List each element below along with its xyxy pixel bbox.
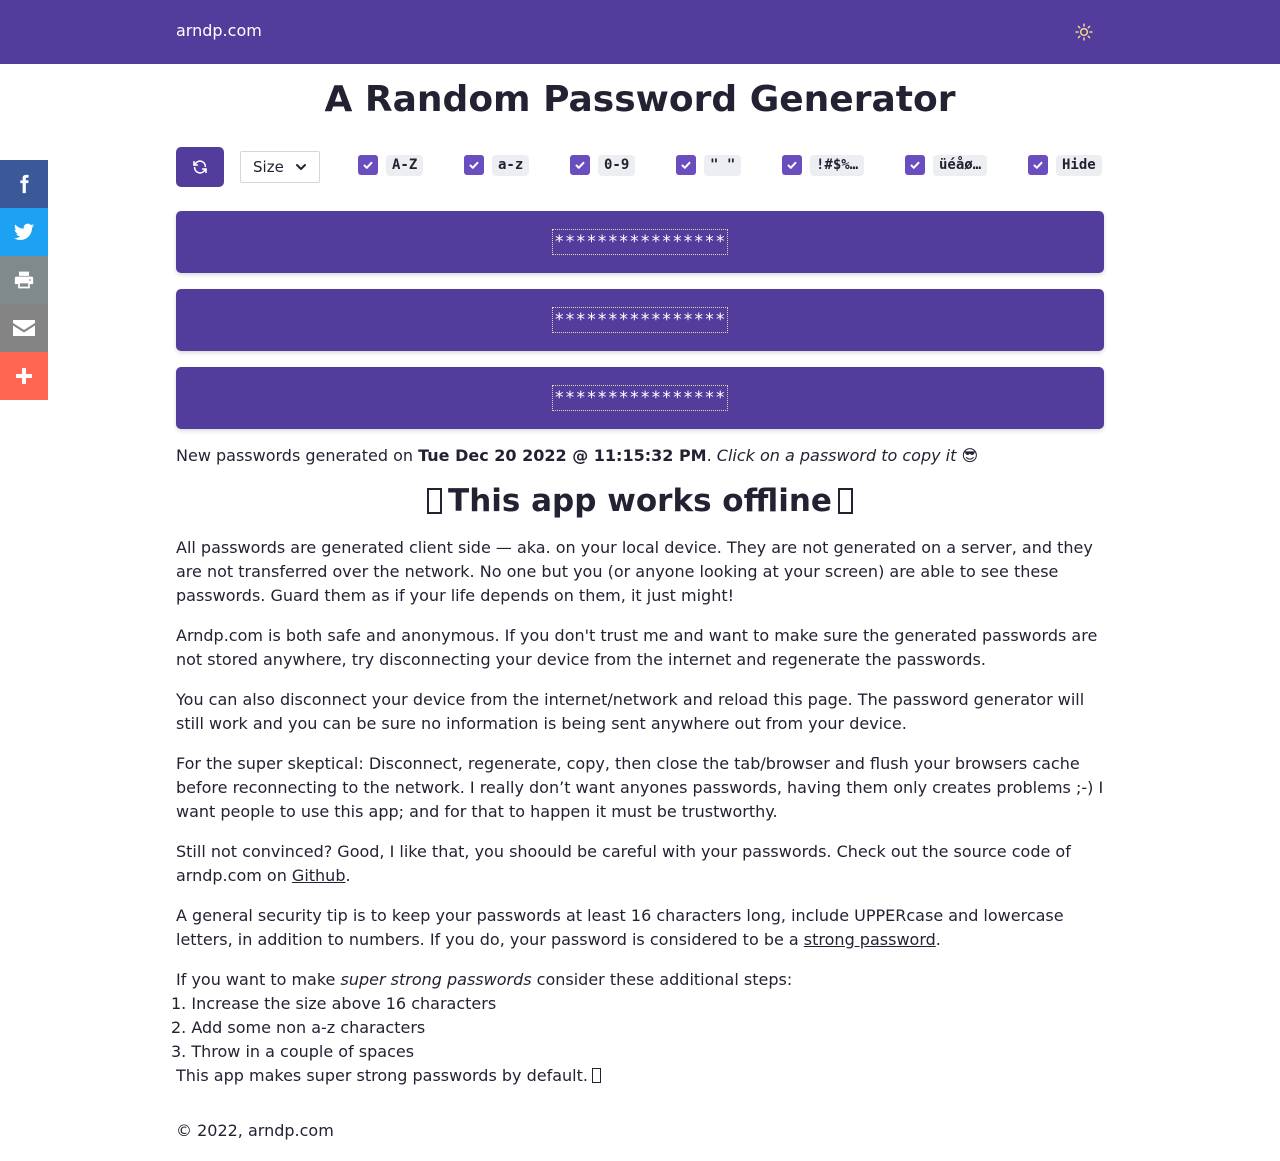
missing-glyph-icon bbox=[838, 488, 853, 514]
spaces-label: " " bbox=[704, 155, 741, 176]
brand-link[interactable]: arndp.com bbox=[176, 21, 262, 40]
paragraph-text: If you want to make bbox=[176, 970, 341, 989]
page-title: A Random Password Generator bbox=[324, 79, 956, 120]
paragraph-text: . bbox=[345, 866, 351, 885]
symbols-checkbox[interactable] bbox=[782, 155, 802, 175]
theme-toggle-button[interactable] bbox=[1073, 21, 1095, 43]
share-twitter-button[interactable] bbox=[0, 208, 48, 256]
paragraph-text: consider these additional steps: bbox=[531, 970, 793, 989]
github-link[interactable]: Github bbox=[291, 866, 346, 885]
tips-list bbox=[171, 992, 1106, 1064]
list-item: 2. Add some non a-z characters bbox=[171, 1018, 426, 1037]
paragraph-text: A general security tip is to keep your passwords at least 16 characters long, include UPPERcase and lowercase letters, in addition to numbers. If you do, your password is considered to be a bbox=[176, 906, 1064, 949]
paragraph-text: Still not convinced? Good, I like that, you shoould be careful with your passwords. Check out the source code of arndp.com on bbox=[176, 842, 1071, 885]
paragraph bbox=[176, 840, 1106, 888]
regenerate-button[interactable] bbox=[176, 147, 224, 187]
password-box[interactable] bbox=[176, 367, 1104, 429]
strong-password-link[interactable]: strong password bbox=[803, 930, 936, 949]
option-lowercase bbox=[464, 154, 529, 176]
generated-prefix: New passwords generated on bbox=[176, 446, 419, 465]
hide-label: Hide bbox=[1056, 155, 1102, 176]
missing-glyph-icon bbox=[592, 1068, 601, 1083]
list-item: 1. Increase the size above 16 characters bbox=[171, 994, 497, 1013]
list-item: 3. Throw in a couple of spaces bbox=[171, 1042, 415, 1061]
uppercase-label: A-Z bbox=[386, 155, 423, 176]
password-box[interactable] bbox=[176, 289, 1104, 351]
tips-intro bbox=[176, 968, 1106, 992]
check-icon bbox=[468, 159, 480, 171]
check-icon bbox=[680, 159, 692, 171]
check-icon bbox=[786, 159, 798, 171]
print-icon bbox=[14, 270, 34, 290]
option-spaces bbox=[676, 154, 741, 176]
accented-label: üéåø… bbox=[933, 155, 987, 176]
size-dropdown-label: Size bbox=[253, 158, 284, 176]
share-sidebar bbox=[0, 160, 48, 400]
share-facebook-button[interactable] bbox=[0, 160, 48, 208]
option-uppercase bbox=[358, 154, 423, 176]
offline-heading bbox=[0, 483, 1280, 519]
option-digits bbox=[570, 154, 635, 176]
size-dropdown[interactable] bbox=[240, 151, 320, 183]
digits-label: 0-9 bbox=[598, 155, 635, 176]
option-hide bbox=[1028, 154, 1102, 176]
option-accented bbox=[905, 154, 987, 176]
lowercase-label: a-z bbox=[492, 155, 529, 176]
accented-checkbox[interactable] bbox=[905, 155, 925, 175]
check-icon bbox=[909, 159, 921, 171]
closing-text: This app makes super strong passwords by default. bbox=[176, 1066, 588, 1085]
plus-icon bbox=[15, 367, 33, 385]
top-nav-bar bbox=[0, 0, 1280, 64]
article-content bbox=[171, 536, 1106, 1088]
share-email-button[interactable] bbox=[0, 304, 48, 352]
password-value[interactable]: **************** bbox=[552, 385, 728, 411]
missing-glyph-icon bbox=[427, 488, 442, 514]
offline-heading-text: This app works offline bbox=[448, 483, 832, 519]
generated-sep: . bbox=[706, 446, 717, 465]
uppercase-checkbox[interactable] bbox=[358, 155, 378, 175]
share-print-button[interactable] bbox=[0, 256, 48, 304]
option-symbols bbox=[782, 154, 864, 176]
paragraph: Arndp.com is both safe and anonymous. If you don't trust me and want to make sure the generated passwords are not stored anywhere, try disconnecting your device from the internet and regenerate the passwords. bbox=[176, 626, 1098, 669]
sun-icon bbox=[1075, 23, 1093, 41]
password-box[interactable] bbox=[176, 211, 1104, 273]
check-icon bbox=[1032, 159, 1044, 171]
password-value[interactable]: **************** bbox=[552, 307, 728, 333]
share-more-button[interactable] bbox=[0, 352, 48, 400]
generator-controls bbox=[176, 147, 1104, 187]
refresh-icon bbox=[192, 159, 208, 175]
lowercase-checkbox[interactable] bbox=[464, 155, 484, 175]
generated-info bbox=[176, 446, 978, 465]
tips-block bbox=[171, 968, 1106, 1088]
paragraph: You can also disconnect your device from the internet/network and reload this page. The password generator will still work and you can be sure no information is being sent anywhere out from your device. bbox=[176, 690, 1085, 733]
check-icon bbox=[574, 159, 586, 171]
footer-copyright: © 2022, arndp.com bbox=[176, 1121, 334, 1140]
digits-checkbox[interactable] bbox=[570, 155, 590, 175]
generated-datetime: Tue Dec 20 2022 @ 11:15:32 PM bbox=[418, 446, 707, 465]
copy-hint: Click on a password to copy it 😎 bbox=[716, 446, 979, 465]
paragraph-text: . bbox=[935, 930, 941, 949]
paragraph: All passwords are generated client side — aka. on your local device. They are not generated on a server, and they are not transferred over the network. No one but you (or anyone looking at your screen) are able to see these passwords. Guard them as if your life depends on them, it just might! bbox=[176, 538, 1093, 605]
spaces-checkbox[interactable] bbox=[676, 155, 696, 175]
check-icon bbox=[362, 159, 374, 171]
email-icon bbox=[12, 318, 36, 338]
emphasis-text: super strong passwords bbox=[340, 970, 532, 989]
symbols-label: !#$%… bbox=[810, 155, 864, 176]
closing-line bbox=[176, 1064, 1106, 1088]
password-value[interactable]: **************** bbox=[552, 229, 728, 255]
paragraph: For the super skeptical: Disconnect, regenerate, copy, then close the tab/browser and flush your browsers cache before reconnecting to the network. I really don’t want anyones passwords, having them only creates problems ;-) I want people to use this app; and for that to happen it must be trustworthy. bbox=[176, 754, 1104, 821]
hide-checkbox[interactable] bbox=[1028, 155, 1048, 175]
twitter-icon bbox=[12, 221, 36, 243]
facebook-icon bbox=[13, 173, 35, 195]
paragraph bbox=[176, 904, 1106, 952]
chevron-down-icon bbox=[295, 161, 307, 173]
